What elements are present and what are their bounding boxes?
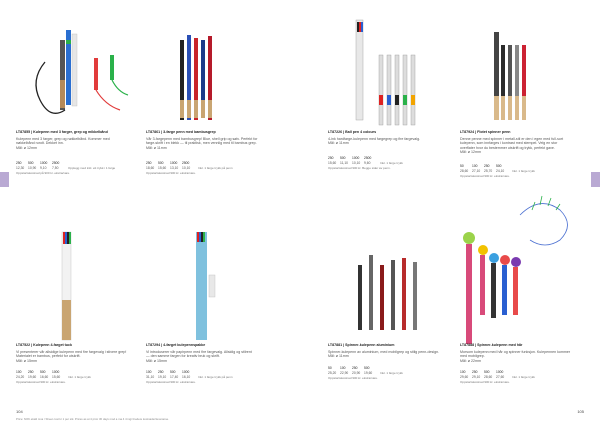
price-row: 15,60 11,10 10,10 9,60 Inkl. 1 farge trykk	[328, 161, 403, 165]
product-title: LT87226 | Ball pen 4 colours	[328, 130, 377, 134]
quantity-row: 100 250 500 1000	[146, 370, 190, 374]
product-title: LT87881 | Spinner-kulepenn aluminium	[328, 343, 395, 347]
quantity-row: 250 500 1000 2500	[328, 156, 372, 160]
price-row: 31,10 19,10 17,40 16,10 Inkl. 1 farge trykk på penn	[146, 375, 233, 379]
quantity-row: 250 500 1000 2500	[146, 161, 190, 165]
setup-cost-note: Oppstartskostnad 900 kr. ekstra/vare.	[146, 171, 196, 175]
setup-cost-note: Oppstartskostnad 900 kr. ekstra/vare.	[328, 376, 378, 380]
product-description: 4-ink hardfarge-kulepenn med fargegrep og fire fargevalg. Mål: ø 11mm	[328, 137, 421, 146]
setup-cost-note: Oppstartskostnad 900 kr. ekstra/vare.	[146, 380, 196, 384]
product-description: Vår 3-fargepenn med bambusgrep! Blue, shell grip og sølv. Perfekt for farge-skrift i en blekk — til praktisk, men vennlig med til bambus grep. Mål: ø 11mm	[146, 137, 258, 150]
setup-cost-note: Oppstartskostnad 900 kr. ekstra/vare.	[460, 380, 510, 384]
quantity-row: 100 250 500 1000	[16, 370, 60, 374]
product-image-lt87226	[356, 20, 415, 125]
product-description: Denne penne med spinner i metall-stil er den i egen med full-sort kulepenn, som innfarges i kontrast med stempel. Velg en stor overflater hvor du bestemmer utskrift og trykk, perfekt gave. Mål: ø 12mm	[460, 137, 564, 154]
price-row: 18,60 15,60 13,10 10,10 Inkl. 1 farge trykk på penn	[146, 166, 233, 170]
footer-note: Price: NOK ekskl mva / Sheet cost kr 1 per stk. Prices as at 4 prior 30 days mod a ma 4 4 ingi bredere kostnader/leveranse.	[16, 417, 169, 421]
product-image-lt87881	[358, 255, 417, 330]
price-row: 25,20 22,90 20,90 19,60 Inkl. 1 farge trykk	[328, 371, 403, 375]
price-row: 28,60 27,10 25,70 24,10 Inkl. 1 farge trykk	[460, 169, 535, 173]
setup-cost-note: Oppstartskostnad 900 kr. ekstra/vare.	[16, 380, 66, 384]
price-row: 24,20 19,60 16,60 15,60 Inkl. 1 farge trykk	[16, 375, 91, 379]
product-description: Vi introduserer vår papirpenn med fire fargevalg. Allsidig og stilrent — den samme fargen for kreativ bruk og skrift. Mål: ø 15mm	[146, 350, 252, 363]
price-row: 12,30 10,90 9,10 7,50 Opplegg med inkl. ett trykk i 1 farge	[16, 166, 116, 170]
product-title: LT87855 | Kulepenn med 3 farger, grep og mikkelbånd	[16, 130, 108, 134]
product-image-lt87294	[196, 232, 215, 340]
quantity-row: 250 500 1000 2500	[16, 161, 60, 165]
product-image-lt87888	[463, 196, 568, 344]
setup-cost-note: Oppstartskostnad 900 kr. Begge sider av penn.	[328, 166, 391, 170]
product-description: Vi presenterer vår allsidige kulepenn med fire fargevalg i stivere grep! Materialet er bambus, perfekt for utskrift. Mål: ø 15mm	[16, 350, 127, 363]
product-title: LT87294 | 4-farget kulepennspakke	[146, 343, 206, 347]
page-number-right: 105	[577, 409, 584, 414]
quantity-row: 50 100 250 500	[460, 164, 502, 168]
product-image-lt87924	[494, 32, 526, 120]
quantity-row: 100 250 500 1000	[460, 370, 504, 374]
product-title: LT87888 | Spinner-kulepenn med hår	[460, 343, 523, 347]
quantity-row: 50 100 250 500	[328, 366, 370, 370]
product-title: LT87522 | Kulepenn 4-farget tuck	[16, 343, 73, 347]
product-description: Spinner-kulepenn av aluminium, med mobilgrep og stilig penn-design. Mål: ø 11mm	[328, 350, 440, 359]
setup-cost-note: Oppstartskostnad 900 kr. ekstra/vare.	[460, 174, 510, 178]
page-number-left: 104	[16, 409, 23, 414]
product-image-lt87522	[62, 232, 71, 340]
setup-cost-note: Oppstartskostnad på 900 kr. ekstra/vare.	[16, 171, 71, 175]
product-description: Kulepenn med 3 farger, grep og nøkkelbånd. Kommer med nøkkelbånd rundt. Dekket inn. Mål: ø 12mm	[16, 137, 110, 150]
product-description: Morsom kulepenn med hår og spinner funksjon. Kulepennen kommer med mobilgrep. Mål: ø 22mm	[460, 350, 571, 363]
price-row: 29,60 29,10 28,60 27,60 Inkl. 1 farge trykk	[460, 375, 535, 379]
product-image-lt87855	[36, 30, 128, 113]
product-title: LT87924 | Flotet spinner penn	[460, 130, 511, 134]
product-image-lt87861	[180, 35, 212, 120]
product-title: LT87861 | 3-farge penn med bambusgrep	[146, 130, 216, 134]
